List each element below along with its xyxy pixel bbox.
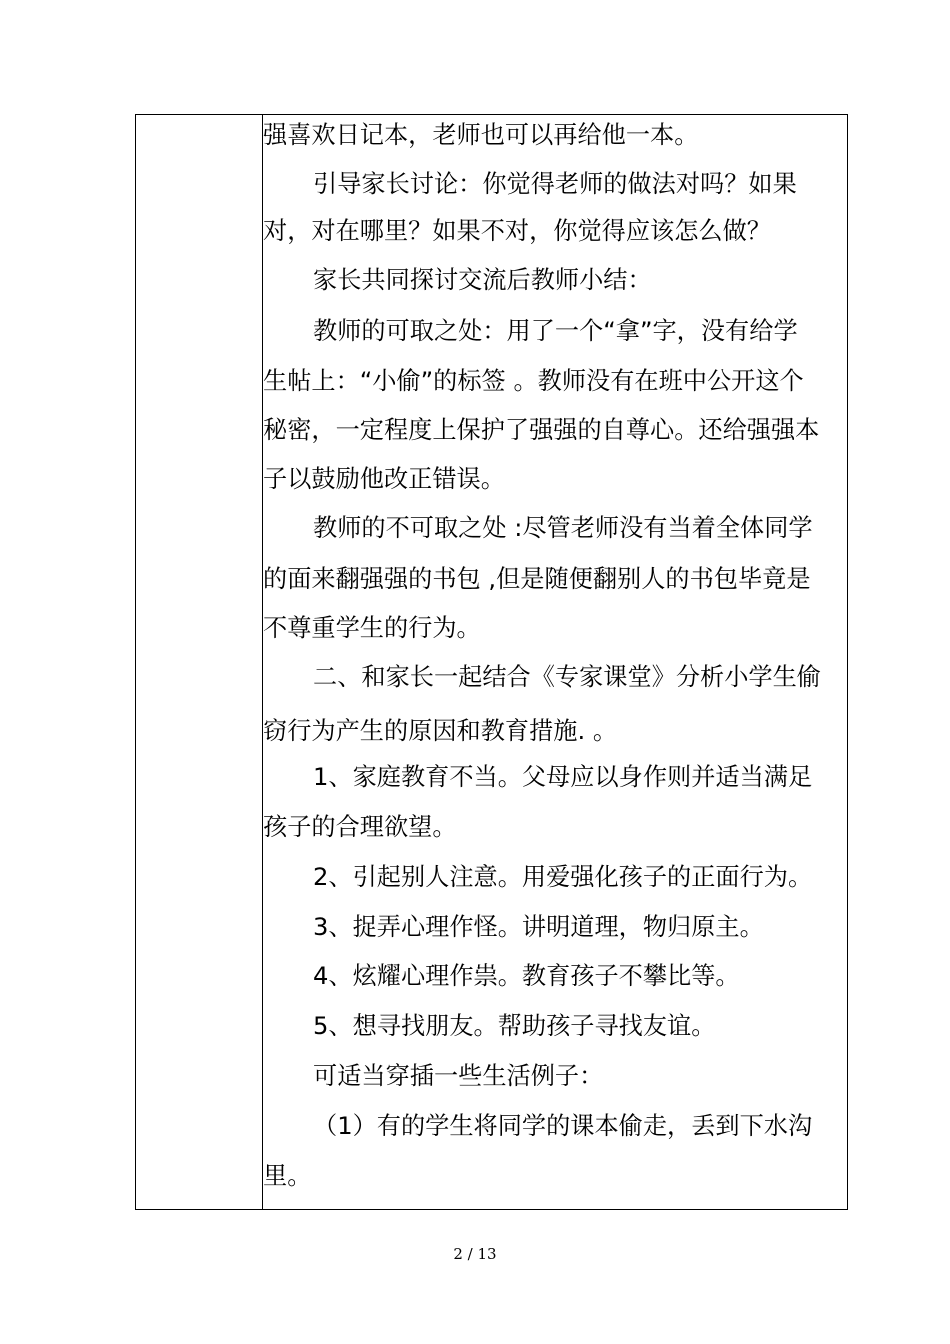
text-line: 引导家长讨论：你觉得老师的做法对吗？如果 bbox=[313, 170, 797, 198]
text-line: 3、捉弄心理作怪。讲明道理，物归原主。 bbox=[313, 913, 764, 941]
text-line: 教师的可取之处：用了一个“拿”字，没有给学 bbox=[313, 317, 798, 345]
text-line: 可适当穿插一些生活例子： bbox=[313, 1062, 604, 1090]
text-line: 5、想寻找朋友。帮助孩子寻找友谊。 bbox=[313, 1012, 716, 1040]
text-line: 不尊重学生的行为。 bbox=[263, 614, 481, 642]
text-line: 家长共同探讨交流后教师小结： bbox=[313, 266, 652, 294]
text-line: 强喜欢日记本，老师也可以再给他一本。 bbox=[263, 121, 699, 149]
text-line: 4、炫耀心理作祟。教育孩子不攀比等。 bbox=[313, 962, 740, 990]
text-line: （1）有的学生将同学的课本偷走，丢到下水沟 bbox=[313, 1112, 813, 1140]
text-line: 1、家庭教育不当。父母应以身作则并适当满足 bbox=[313, 763, 813, 791]
text-line: 里。 bbox=[263, 1162, 312, 1190]
text-line: 子以鼓励他改正错误。 bbox=[263, 465, 505, 493]
text-line: 二、和家长一起结合《专家课堂》分析小学生偷 bbox=[313, 663, 821, 691]
content-table bbox=[135, 114, 848, 1210]
text-line: 生帖上：“小偷”的标签 。教师没有在班中公开这个 bbox=[263, 367, 804, 395]
table-content-cell bbox=[263, 115, 847, 1209]
text-line: 2、引起别人注意。用爱强化孩子的正面行为。 bbox=[313, 863, 813, 891]
text-line: 窃行为产生的原因和教育措施. 。 bbox=[263, 717, 618, 745]
text-line: 对，对在哪里？如果不对，你觉得应该怎么做？ bbox=[263, 217, 771, 245]
text-line: 孩子的合理欲望。 bbox=[263, 813, 457, 841]
text-line: 教师的不可取之处 :尽管老师没有当着全体同学 bbox=[313, 514, 813, 542]
text-line: 的面来翻强强的书包 ,但是随便翻别人的书包毕竟是 bbox=[263, 565, 811, 593]
page-number: 2 / 13 bbox=[453, 1245, 497, 1263]
text-line: 秘密，一定程度上保护了强强的自尊心。还给强强本 bbox=[263, 416, 820, 444]
